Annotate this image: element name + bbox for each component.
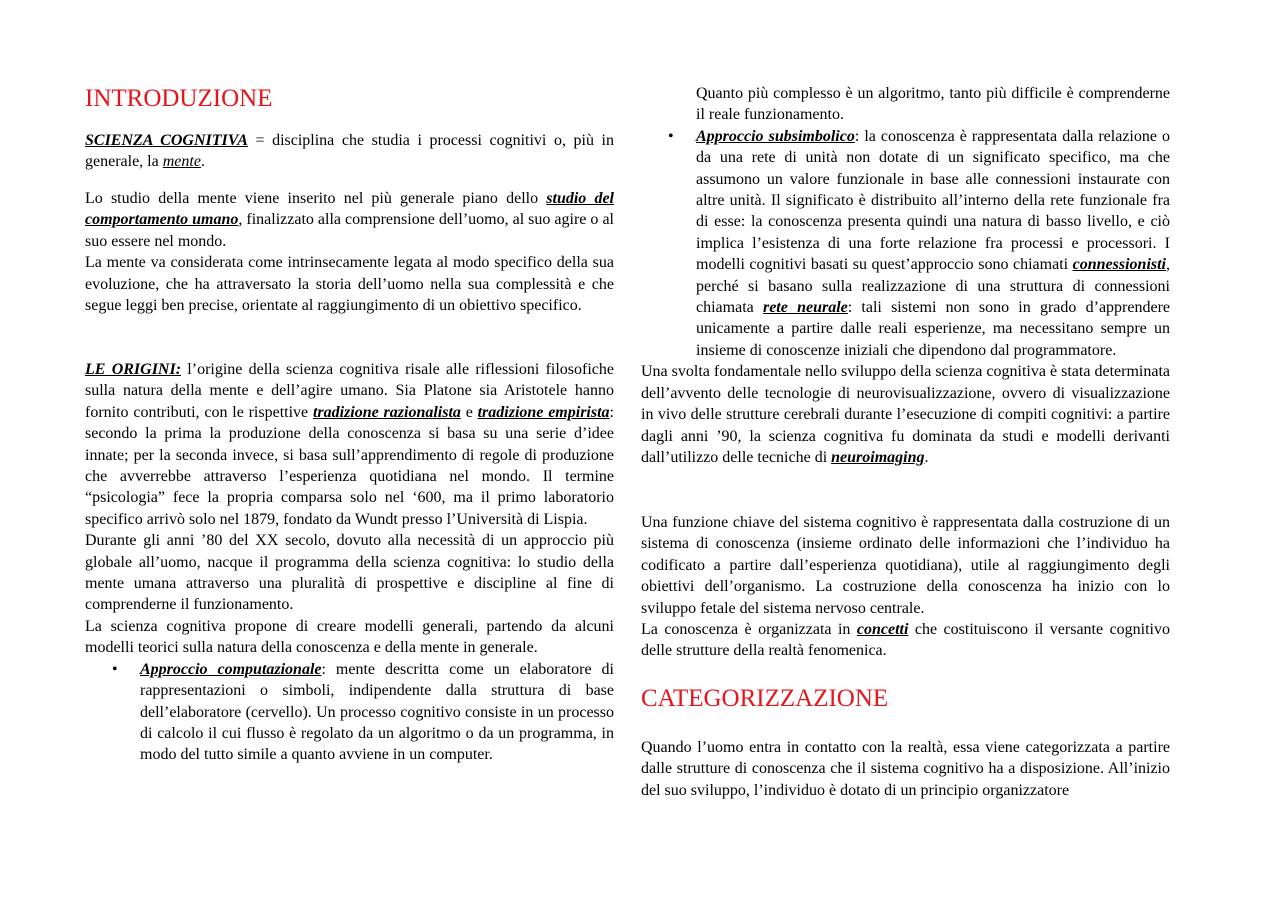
term-scienza-cognitiva: SCIENZA COGNITIVA — [85, 132, 248, 149]
bullet-dot: • — [112, 660, 118, 678]
bullet-dot: • — [668, 127, 674, 145]
term-connessionisti: connessionisti — [1072, 256, 1166, 274]
paragraph-origini: LE ORIGINI: l’origine della scienza cognitiva risale alle riflessioni filosofiche sulla natura della mente e dell’agire umano. Sia Platone sia Aristotele hanno fornito contributi, con le rispettive tradizione razionalista e tradizione empirista: secondo la prima la produzione della conoscenza si basa su una serie d’idee innate; per la seconda invece, si basa sull’apprendimento di regole di produzione che avverrebbe attraverso l’esperienza quotidiana nel mondo. Il termine “psicologia” fece la propria comparsa solo nel ‘600, ma il primo laboratorio specifico arrivò solo nel 1879, fondato da Wundt presso l’Università di Lispia. — [85, 361, 614, 528]
paragraph-sistema-conoscenza: Una funzione chiave del sistema cognitivo è rappresentata dalla costruzione di un sistema di conoscenza (insieme ordinato delle informazioni che l’individuo ha codificato a partire dall’esperienza quotidiana), utile al raggiungimento degli obiettivi dell’organismo. La costruzione della conoscenza ha inizio con lo sviluppo fetale del sistema nervoso centrale. — [641, 514, 1170, 617]
term-approccio-computazionale: Approccio computazionale — [140, 660, 322, 678]
paragraph-studio: Lo studio della mente viene inserito nel più generale piano dello studio del comportamento umano, finalizzato alla comprensione dell’uomo, al suo agire o al suo essere nel mondo. — [85, 190, 614, 250]
term-tradizione-razionalista: tradizione razionalista — [312, 403, 461, 421]
heading-introduzione: INTRODUZIONE — [85, 85, 273, 112]
origini-block — [85, 359, 614, 766]
bullets-continued-block — [641, 83, 1170, 468]
conoscenza-block — [641, 512, 1170, 662]
paragraph-modelli-generali: La scienza cognitiva propone di creare modelli generali, partendo da alcuni modelli teorici sulla natura della conoscenza e della mente in generale. — [85, 617, 614, 657]
term-mente: mente — [162, 153, 201, 171]
term-neuroimaging: neuroimaging — [831, 448, 925, 466]
paragraph-anni-80: Durante gli anni ’80 del XX secolo, dovuto alla necessità di un approccio più globale all’uomo, nacque il programma della scienza cognitiva: lo studio della mente umana attraverso una pluralità di prospettive e discipline al fine di comprenderne il funzionamento. — [85, 532, 614, 614]
term-concetti: concetti — [856, 621, 909, 639]
term-le-origini: LE ORIGINI: — [85, 361, 182, 378]
paragraph-concetti: La conoscenza è organizzata in concetti che costituiscono il versante cognitivo delle strutture della realtà fenomenica. — [641, 621, 1170, 660]
bullet-computazionale-continued: Quanto più complesso è un algoritmo, tanto più difficile è comprenderne il reale funzionamento. — [696, 85, 1170, 124]
paragraph-neurovisualizzazione: Una svolta fondamentale nello sviluppo della scienza cognitiva è stata determinata dell’avvento delle tecnologie di neurovisualizzazione, ovvero di visualizzazione in vivo delle strutture cerebrali durante l’esecuzione di compiti cognitivi: a partire dagli anni ’90, la scienza cognitiva fu dominata da studi e modelli derivanti dall’utilizzo delle tecniche di neuroimaging. — [641, 363, 1170, 466]
term-rete-neurale: rete neurale — [762, 299, 848, 317]
paragraph-categorizzazione: Quando l’uomo entra in contatto con la realtà, essa viene categorizzata a partire dalle strutture di conoscenza che il sistema cognitivo ha a disposizione. All’inizio del suo sviluppo, l’individuo è dotato di un principio organizzatore — [641, 739, 1170, 799]
bullet-approccio-subsimbolico: • Approccio subsimbolico: la conoscenza è rappresentata dalla relazione o da una rete di unità non dotate di un significato specifico, ma che assumono un valore funzionale in base alle connessioni instaurate con altre unità. Il significato è distribuito all’interno della rete funzionale fra di esse: la conoscenza presenta quindi una natura di basso livello, e ciò implica l’esistenza di una forte relazione fra processi e processori. I modelli cognitivi basati su quest’approccio sono chiamati connessionisti, perché si basano sulla realizzazione di una struttura di connessioni chiamata rete neurale: tali sistemi non sono in grado d’apprendere unicamente a partire dalle reali esperienze, ma necessitano sempre un insieme di conoscenze iniziali che dipendono dal programmatore. — [668, 127, 1171, 359]
definition-paragraph: SCIENZA COGNITIVA = disciplina che studia i processi cognitivi o, più in generale, la mente. — [85, 132, 614, 171]
heading-categorizzazione: CATEGORIZZAZIONE — [641, 685, 889, 712]
term-studio-comportamento: studio del comportamento umano — [85, 190, 614, 229]
bullet-approccio-computazionale: • Approccio computazionale: mente descritta come un elaboratore di rappresentazioni o simboli, indipendente dalla struttura di base dell’elaboratore (cervello). Un processo cognitivo consiste in un processo di calcolo il cui flusso è regolato da un algoritmo o da un programma, in modo del tutto simile a quanto avviene in un computer. — [112, 660, 615, 764]
intro-block — [85, 188, 614, 316]
paragraph-mente-evoluzione: La mente va considerata come intrinsecamente legata al modo specifico della sua evoluzione, che ha attraversato la storia dell’uomo nella sua complessità e che segue leggi ben precise, orientate al raggiungimento di un obiettivo specifico. — [85, 254, 614, 315]
term-tradizione-empirista: tradizione empirista — [477, 403, 610, 421]
term-approccio-subsimbolico: Approccio subsimbolico — [696, 127, 855, 145]
